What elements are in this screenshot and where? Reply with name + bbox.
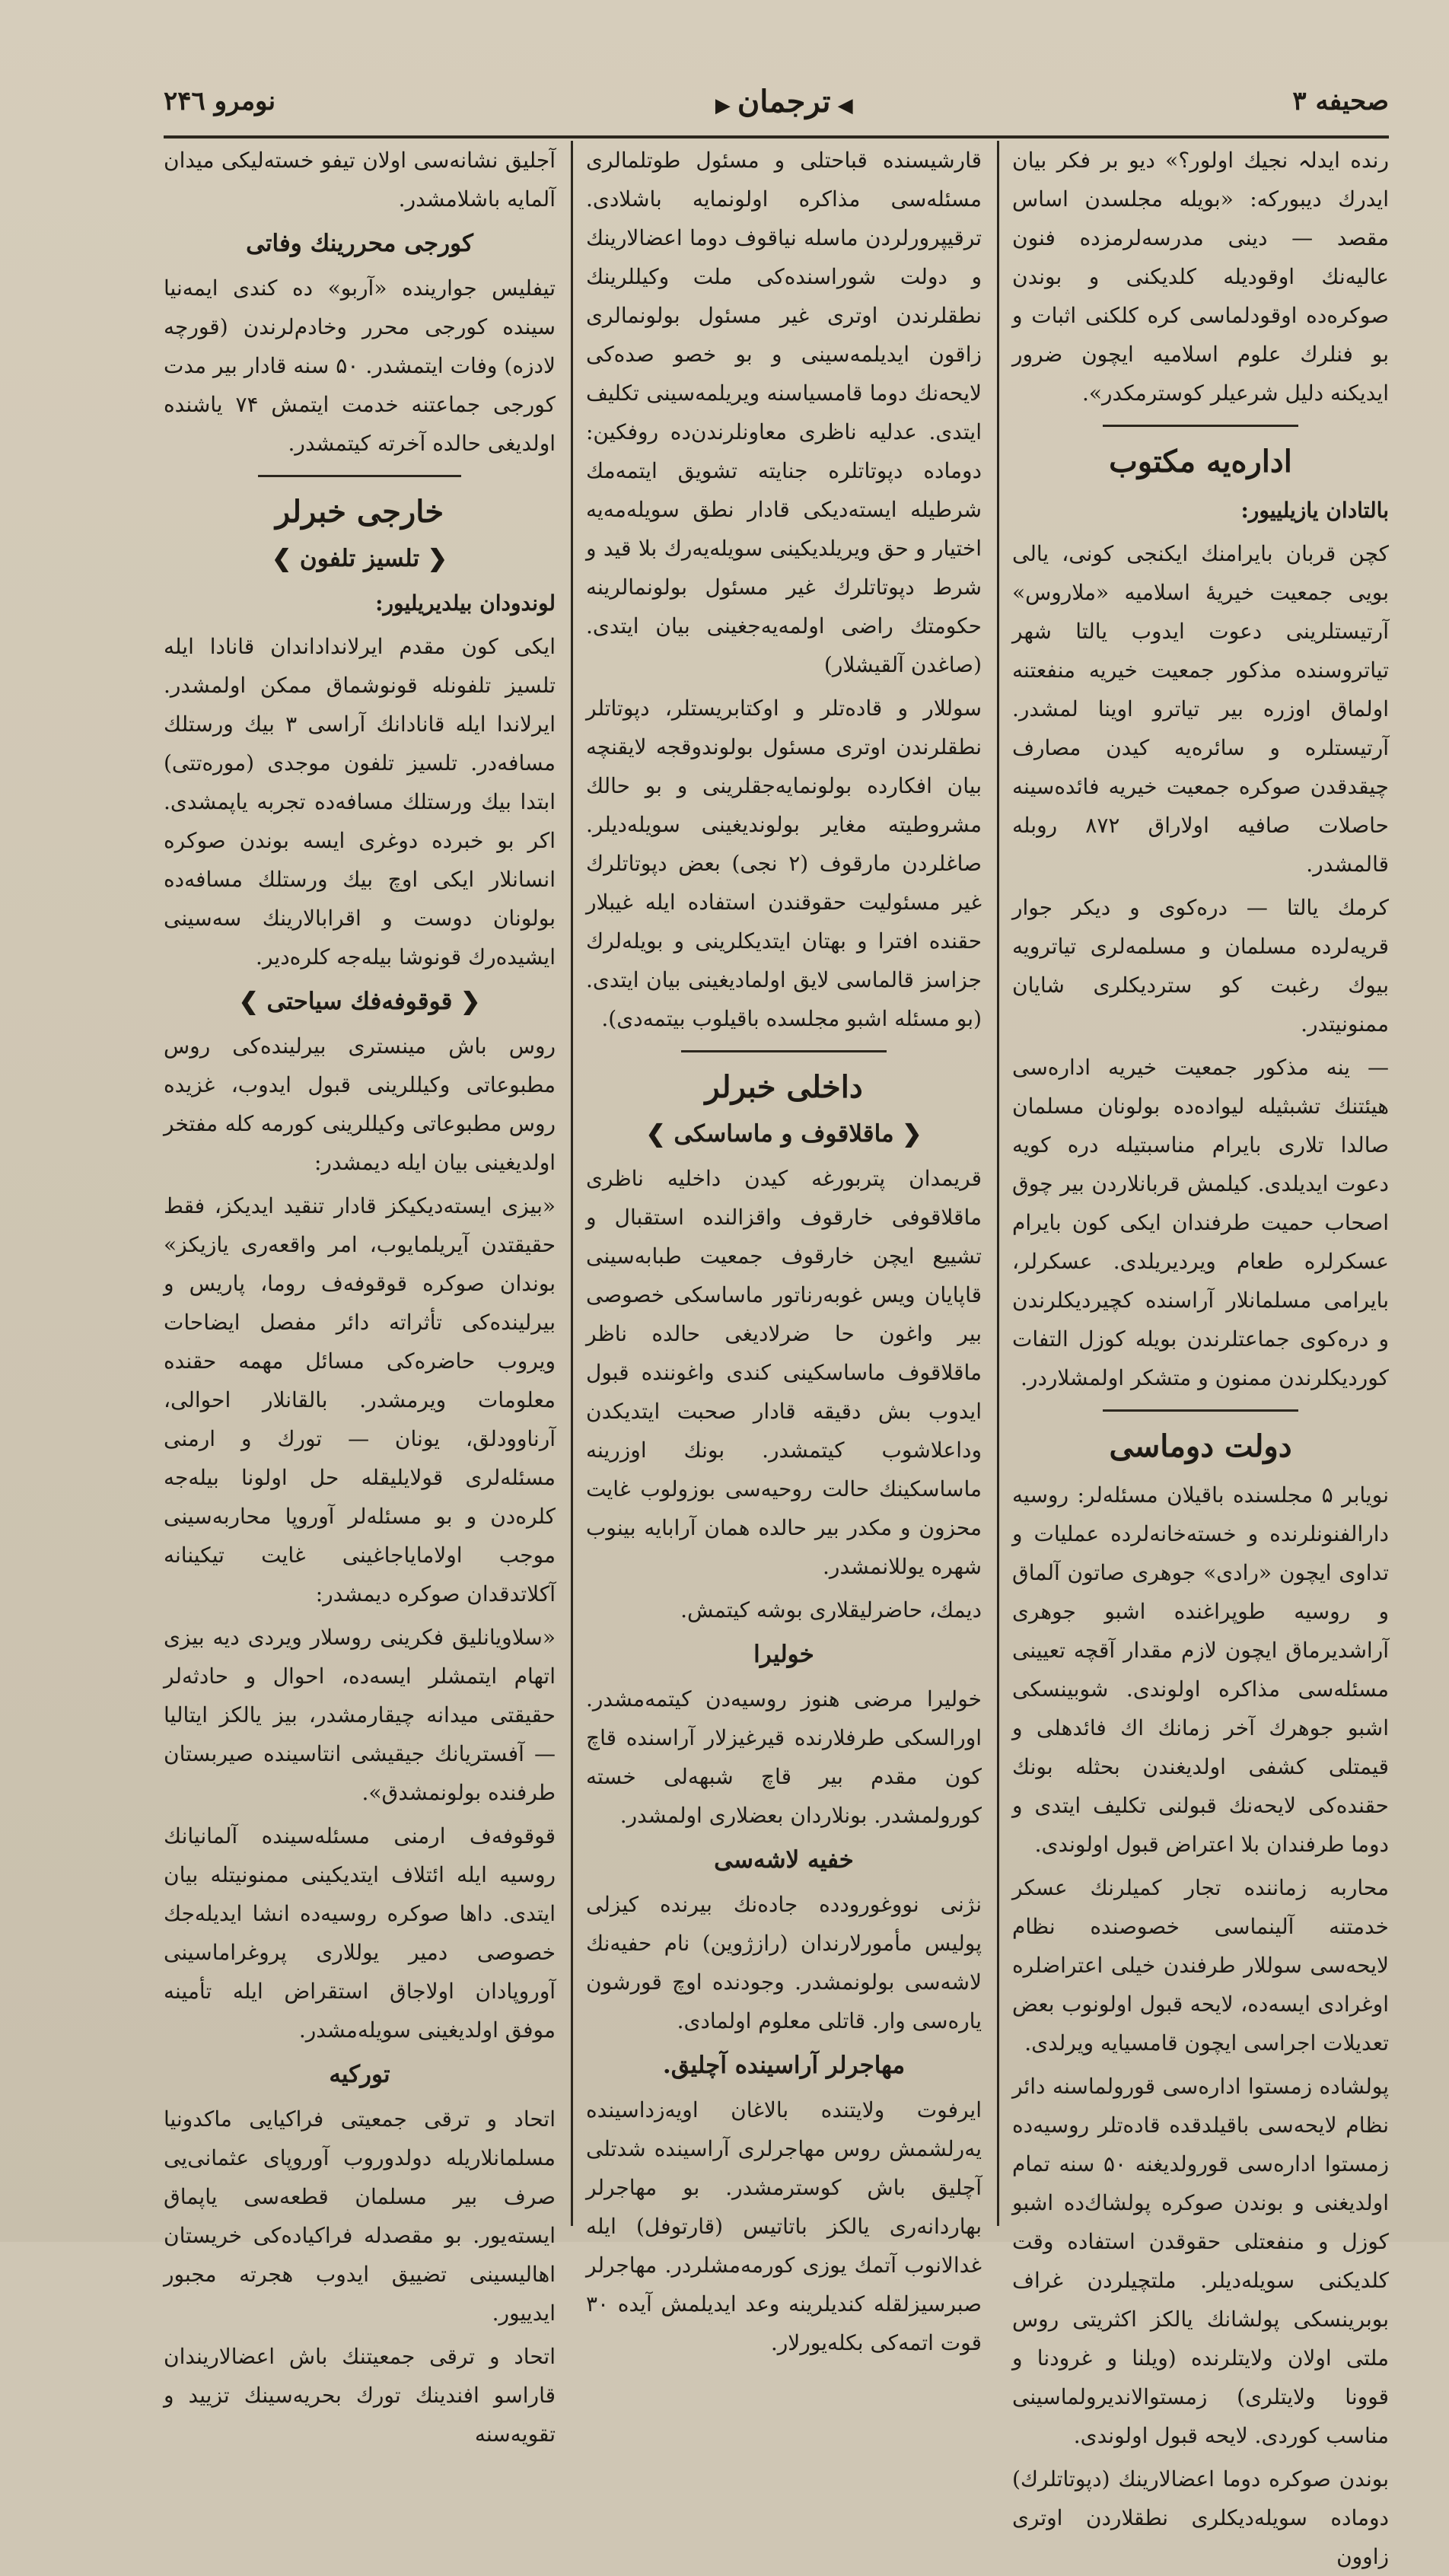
- article-paragraph: اتحاد و ترقی جمعیتنك باش اعضالاریندان قاراسو افندینك تورك بحریه‌سینك تزیید و تقویه‌سنه: [164, 2344, 556, 2447]
- section-divider: [1103, 1409, 1298, 1412]
- issue-number: نومرو ۲۴٦: [164, 86, 276, 116]
- article-paragraph: پولشاده زمستوا اداره‌سی قورولماسنه دائر نظام لایحه‌سی باقیلدقده قاده‌تلر روسیه‌ده زمستوا اداره‌سی قورولدیغنه ۵۰ سنه تمام اولدیغنی و بوندن صوکره پولشاك‌ده اشبو کوزل و منفعتلی حقوقدن استفاده وقت کلدیکنی سویله‌دیلر. ملتچیلردن غراف بوبرینسکی پولشانك یالکز اکثریتی روس ملتی اولان ولایتلرنده (ویلنا و غرودنا و قوونا ولایتلری) زمستوالاندیرولماسینی مناسب کوردی. لایحه قبول اولوندی.: [1012, 2074, 1389, 2448]
- column-divider: [571, 141, 573, 2226]
- article-paragraph: خولیرا مرضی هنوز روسیه‌دن کیتمه‌مشدر. اورالسکی طرفلارنده قیرغیزلار آراسنده قاچ کون مقدم بیر قاچ شبهه‌لی خسته کورولمشدر. بونلاردان بعضلاری اولمشدر.: [586, 1686, 982, 1828]
- column-right: [1012, 141, 1389, 2569]
- article-paragraph: ایرفوت ولایتنده بالاغان اویه‌زداسینده یه‌رلشمش روس مهاجرلری آراسینده شدتلی آچلیق باش کوسترمشدر. بو مهاجرلر بهاردانه‌ری یالکز باتاتیس (قارتوفل) ایله غدالانوب آتمك یوزی کورمه‌مشلردر. مهاجرلر صبرسیزلقله کندیلرینه وعد ایدیلمش آیده ۳۰ قوت اتمه‌کی بکله‌یورلار.: [586, 2097, 982, 2355]
- article-paragraph: اتحاد و ترقی جمعیتی فراکیایی ماکدونیا مسلمانلاریله دولدوروب آوروپای عثمانی‌یی صرف بیر مسلمان قطعه‌سی یاپماق ایسته‌یور. بو مقصدله فراکیاده‌کی خریستان اهالیسینی تضییق ایدوب هجرته مجبور ایدییور.: [164, 2106, 556, 2326]
- page-label: صحیفه ۳: [1292, 86, 1389, 116]
- article-paragraph: «سلاویانلیق فکرینی روسلار ویردی دیه بیزی اتهام ایتمشلر ایسه‌ده، احوال و حادثه‌لر حقیقتی میدانه چیقارمشدر، بیز یالکز ایتالیا — آفستریانك جیقیشی انتاسینده صیربستان طرفنده بولونمشدق».: [164, 1625, 556, 1805]
- article-paragraph: قارشیسنده قباحتلی و مسئول طوتلمالری مسئله‌سی مذاکره اولونمایه باشلادی. ترقیپرورلردن ماسله‌ نیاقوف دوما اعضالارینك و دولت شوراسنده‌کی ملت وکیللرینك نطقلرندن اوتری غیر مسئول بولونمالری زاقون ایدیلمه‌سینی و بو خصو‌ صده‌کی لایحه‌نك دوما قامسیاسنه ویریلمه‌سینی تکلیف ایتدی. عدلیه ناظری معاونلرندن‌ده روفکین: دوماده دپوتاتلره جنایته تشویق ایتمه‌مك شرطیله ایسته‌دیکی قادار نطق سویله‌مه‌یه اختیار و حق ویریلدیکینی سویله‌یه‌رك بلا قید و شرط دپوتاتلرك غیر مسئول بولونمالرینه حکومتك راضی اولمه‌یه‌جغینی بیان ایتدی. (صاغدن آلقیشلار): [586, 148, 982, 677]
- article-paragraph: کچن قربان بایرامنك ایکنجی کونی، یالی بویی جمعیت خیریهٔ اسلامیه «ملاروس» آرتیستلرینی دعوت ایدوب یالتا شهر تیاتروسنده مذکور جمعیت خیریه منفعتنه اولماق اوزره بیر تیاترو اوینا‌ لمشدر. آرتیستلره و سائره‌یه کیدن مصارف چیقدقدن صوکره جمعیت خیریه فائده‌سینه حاصلات صافیه اولاراق ۸۷۲ روبله قالمشدر.: [1012, 541, 1389, 877]
- article-paragraph: نژنی نووغورودده جاده‌نك بیرنده کیزلی پولیس مأمورلارندان (رازژوین) نام حفیه‌نك لاشه‌سی بولونمشدر. وجودنده اوچ قورشون یاره‌سی وار. قاتلی معلوم اولمادی.: [586, 1892, 982, 2033]
- article-paragraph: تیفلیس جوارینده «آربو» ده کندی ایمه‌نیا‌ سینده کورجی محرر وخادم‌لرندن (قورچه‌ لادزه) وفات ایتمشدر. ۵۰ سنه قادار بیر مدت کورجی جماعتنه خدمت ایتمش ۷۴ یاشنده اولدیغی حالده آخرته کیتمشدر.: [164, 275, 556, 456]
- article-paragraph: رنده ایدلہ نجیك اولور؟» دیو بر فکر بیان ایدرك دیبورکه: «بویله مجلسدن اساس مقصد — دینی مدرسه‌لرمزده فنون عالیه‌نك اوقودیله کلدیکنی و بوندن صوکره‌ده اوقودلماسی کره‌ کلکنی اثبات و بو فنلرك علوم اسلامیه ایچون ضرور ایدیکنه دلیل شرعیلر کوسترمکدر».: [1012, 148, 1389, 406]
- section-heading: دولت دوماسی: [1109, 1428, 1292, 1464]
- subheading: ❮ ماقلاقوف و ماساسکی ❯: [586, 1116, 982, 1151]
- article-paragraph: — ینه مذکور جمعیت خیریه اداره‌سی هیئتنك تشبثیله لیواده‌ده بولونان مسلمان صالدا تلاری بایرام مناسبتیله دره کویه دعوت ایدیلدی. کیلمش قربانلاردن بیر چوق اصحاب حمیت طرفندان ایکی کون بایرام عسکرلره طعام ویردیریلدی. عسکرلر، بایرامی مسلمانلار آراسنده کچیردیکلرندن و دره‌کوی جماعتلرندن بویله کوزل التفات کوردیکلرندن ممنون و متشکر اولمشلاردر.: [1012, 1055, 1389, 1390]
- subheading: تورکیه: [329, 2061, 390, 2088]
- subheading: مهاجرلر آراسینده آچلیق.: [662, 2052, 906, 2079]
- subheading: خولیرا: [753, 1641, 814, 1668]
- article-paragraph: نویابر ۵ مجلسنده باقیلان مسئله‌لر: روسیه دارالفنونلرنده و خسته‌خانه‌لرده عملیات و تداوی ایچون «رادی» جوهری صاتون آلماق و روسیه طوپراغنده اشبو جوهری آراشدیرماق ایچون لازم مقدار آقچه تعیینی مسئله‌سی مذاکره اولوندی. شوبینسکی اشبو جوهرك آخر زمانك اك فائدهلی و قیمتلی کشفی اولدیغندن بحثله بونك حقنده‌کی لایحه‌نك قبولنی تکلیف ایتدی و دوما طرفندان بلا اعتراض قبول اولوندی.: [1012, 1482, 1389, 1857]
- article-paragraph: بوندن صوکره دوما اعضالارینك (دپوتاتلرك) دوماده سویله‌دیکلری نطقلاردن اوتری زاوون: [1012, 2466, 1389, 2569]
- article-paragraph: قریمدان پتربورغه کیدن داخلیه ناظری ماقلاقوفی خارقوف واقزالنده استقبال و تشییع ایچن خارقوف جمعیت طبابه‌سینی قاپایان ویس غوبه‌رناتور ماساسکی خصوصی بیر واغون حا‌ ضرلادیغی حالده ناظر ماقلاقوف ماساسکینی‌ کندی واغوننده قبول ایدوب بش دقیقه قادار صحبت ایتدیکدن وداعلاشوب کیتمشدر. بونك اوزرینه ماساسکینك حالت روحیه‌سی بوزولوب غایت محزون و مکدر بیر حالده همان آرابایه بینوب شهره یوللانمشدر.: [586, 1166, 982, 1579]
- article-paragraph: قوقوفه‌ف ارمنی مسئله‌سینده آلمانیانك روسیه ایله ائتلاف ایتدیکینی ممنونیتله بیان ایتدی. داها صوکره روسیه‌ده انشا ایدیله‌جك خصوصی دمیر یوللاری پروغراماسینی آوروپادان اولاجاق استقراض ایله تأمینه موفق اولدیغینی سویله‌مشدر.: [164, 1823, 556, 2043]
- section-heading: داخلی خبرلر: [705, 1069, 863, 1105]
- article-paragraph: روس باش مینستری بیرلینده‌کی روس مطبوعاتی وکیللرینی قبول ایدوب، غزیده روس مطبوعاتی وکیللرینی کورمه کله مفتخر اولدیغینی بیان ایله دیمشدر:: [164, 1033, 556, 1175]
- column-divider: [997, 141, 999, 2226]
- section-divider: [681, 1050, 887, 1052]
- column-left: [164, 141, 556, 2447]
- section-divider: [1103, 425, 1298, 427]
- header-divider: [164, 135, 1389, 139]
- subheading: خفیه لاشه‌سی: [714, 1846, 854, 1874]
- article-paragraph: سوللار و قاده‌تلر و اوکتابریستلر، دپوتاتلر نطقلرندن اوتری مسئول بولوندوقجه لایقنچه بیان افکارده بولونمایه‌جقلرینی و بو حالك مشروطیته مغایر بولوندیغینی سویله‌دیلر. صاغلردن مارقوف (۲ نجی) بعض دپوتاتلرك غیر مسئولیت حقوقندن استفاده ایله غیبلار حقنده افترا و بهتان ایتدیکلرینی و بویله‌لرك جزاسز قالماسی لایق اولمادیغینی بیان ایتدی. (بو مسئله اشبو مجلسده باقیلوب بیتمه‌دی).: [586, 696, 982, 1031]
- dateline: بالتادان یازیلییور:: [1240, 498, 1389, 523]
- section-heading: خارجی خبرلر: [275, 494, 444, 530]
- article-paragraph: دیمك، حاضرلیقلاری بوشه کیتمش.: [680, 1597, 982, 1622]
- article-paragraph: ایکی کون مقدم ایرلانداداندان قانادا ایله تلسیز تلفونله قونوشماق ممکن اولمشدر. ایرلاندا ایله قانادانك آراسی ۳ بیك ورستلك مسافه‌در. تلسیز تلفون موجدی (موره‌تتی) ابتدا بیك ورستلك مسافه‌ده تجربه یاپمشدی. اکر بو خبرده دوغری ایسه بوندن صوکره انسانلار ایکی اوچ بیك ورستلك مسافه‌ده بولونان دوست و اقرابالارینك سه‌سینی ایشیده‌رك قونوشا بیله‌جه‌ کلره‌دیر.: [164, 634, 556, 970]
- section-divider: [258, 475, 462, 477]
- dateline: لوندودان بیلدیریلیور:: [375, 591, 556, 616]
- subheading: ❮ قوقوفه‌فك سیاحتی ❯: [164, 984, 556, 1019]
- column-middle: [586, 141, 982, 2355]
- article-paragraph: «بیزی ایسته‌دیکیکز قادار تنقید ایدیکز، فقط حقیقتدن آیریلمایوب، امر واقعه‌ری یازیکز» بوندان صوکره قوقوفه‌ف روما، پاریس و بیرلینده‌کی تأثراته دائر مفصل ایضاحات ویروب حاضره‌کی مسائل مهمه حقنده معلومات ویرمشدر. بالقانلار احوالی، آرناوودلق، یونان — تورك و ارمنی مسئله‌لری قولایلیقله حل اولونا بیله‌جه‌ کلره‌دن و بو مسئله‌لر آوروپا محاربه‌سینی موجب اولامایاجاغینی غایت تیکینانه آکلاتدقدان صوکره دیمشدر:: [164, 1193, 556, 1606]
- article-paragraph: کرمك یالتا — دره‌کوی و دیکر جوار قریه‌لرده مسلمان و مسلمه‌لری تیاترویه بیوك رغبت کو‌ ستردیکلری شایان ممنونیتدر.: [1012, 895, 1389, 1036]
- article-paragraph: محاربه زماننده تجار کمیلرنك عسکر خدمتنه آلینماسی خصوصنده نظام لایحه‌سی سوللار طرفندن خیلی اعتراضلره اوغرادی ایسه‌ده، لایحه قبول اولونوب بعض تعدیلات اجراسی ایچون قامسیایه ویرلدی.: [1012, 1875, 1389, 2055]
- page-header: [164, 67, 1389, 135]
- section-heading: اداره‌یه مکتوب: [1109, 444, 1292, 479]
- article-paragraph: آجلیق نشانه‌سی اولان تیفو خسته‌لیکی میدان آلمایه باشلامشدر.: [164, 148, 556, 212]
- subheading: کورجی محررینك وفاتی: [246, 230, 473, 257]
- subheading: ❮ تلسیز تلفون ❯: [164, 541, 556, 576]
- masthead-title: ◀ ترجمان ▶: [715, 84, 853, 119]
